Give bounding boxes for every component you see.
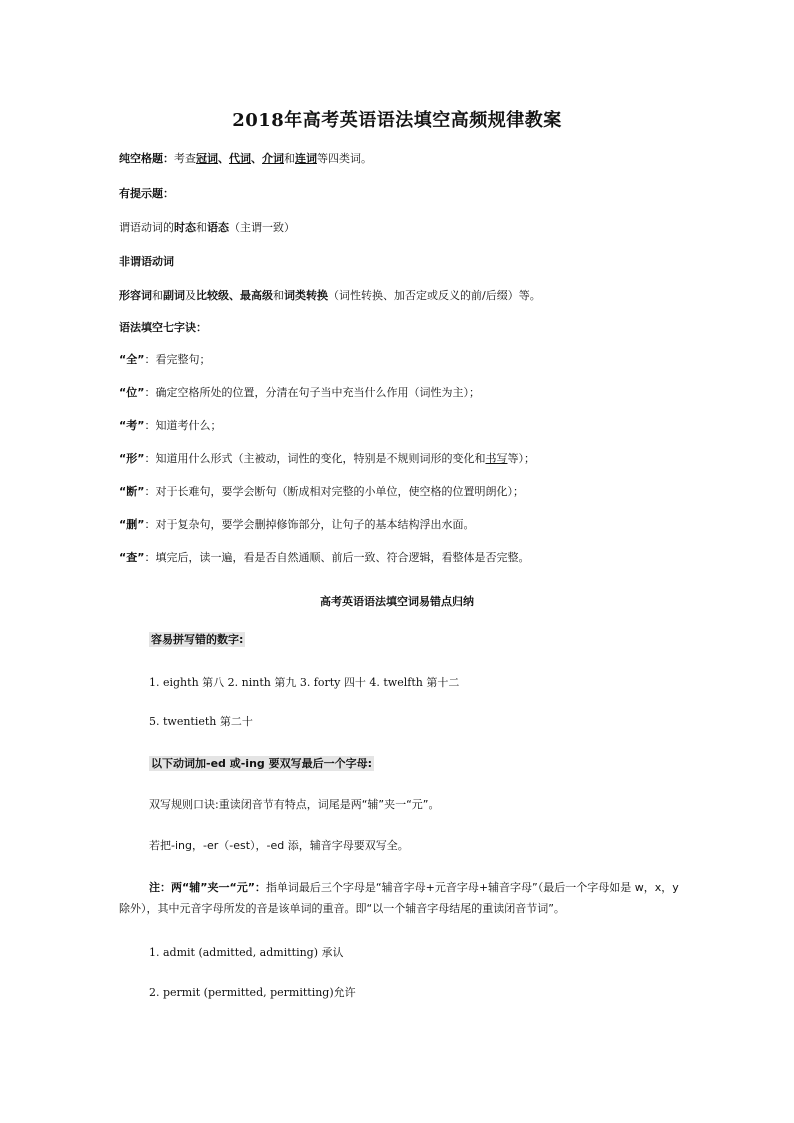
text: 和 [284,152,295,165]
tip-shan [119,517,474,533]
text: 和 [152,289,163,302]
term-article: 冠词 [196,152,218,165]
sep: 、 [251,152,262,165]
seven-tips-heading: 语法填空七字诀： [119,321,207,334]
tip-key: “考” [119,419,145,432]
blank-questions-line [119,151,372,167]
note-paragraph [119,877,679,919]
sep: 、 [218,152,229,165]
tip-cha [119,550,529,566]
numbers-heading: 容易拼写错的数字: [151,633,244,646]
tip-underlined: 书写 [485,452,508,465]
text: 和 [273,289,284,302]
tip-xing [119,451,535,467]
double-consonant-heading: 以下动词加-ed 或-ing 要双写最后一个字母: [151,757,372,770]
tip-text: ：知道考什么； [144,419,222,432]
term-conjunction: 连词 [295,152,317,165]
tip-key: “查” [119,551,145,564]
numbers-heading-line [149,632,245,648]
nonfinite-verb-line: 非谓语动词 [119,255,174,268]
text: 考查 [174,152,196,165]
rule-line-1: 双写规则口诀:重读闭音节有特点，词尾是两“辅”夹一“元”。 [149,798,440,811]
term-preposition: 介词 [262,152,284,165]
section-subtitle: 高考英语语法填空词易错点归纳 [320,595,474,608]
tip-text: ：看完整句； [144,353,211,366]
tip-text-end: 等）； [507,452,535,465]
document-title: 2018年高考英语语法填空高频规律教案 [232,110,562,131]
text: 和 [196,221,207,234]
example-admit: 1. admit (admitted, admitting) 承认 [149,946,344,959]
tip-key: “形” [119,452,145,465]
double-consonant-heading-line [149,756,374,772]
tip-text: ：确定空格所处的位置，分清在句子当中充当什么作用（词性为主）； [144,386,480,399]
blank-questions-label: 纯空格题： [119,152,174,165]
tip-text: ：对于复杂句，要学会删掉修饰部分，让句子的基本结构浮出水面。 [144,518,475,531]
numbers-line-1: 1. eighth 第八 2. ninth 第九 3. forty 四十 4. twelfth 第十二 [149,676,460,689]
text: （主谓一致） [229,221,295,234]
tip-text: ：填完后，读一遍，看是否自然通顺、前后一致、符合逻辑，看整体是否完整。 [144,551,530,564]
example-permit: 2. permit (permitted, permitting)允许 [149,986,356,999]
tip-quan [119,352,210,368]
text: 等四类词。 [317,152,372,165]
hint-questions-heading: 有提示题： [119,187,174,200]
text: 及 [185,289,196,302]
tip-duan [119,484,524,500]
term-comparison: 比较级、最高级 [196,289,273,302]
tip-text: ：知道用什么形式（主被动，词性的变化，特别是不规则词形的变化和 [144,452,486,465]
text: （词性转换、加否定或反义的前/后缀）等。 [328,289,541,302]
term-adjective: 形容词 [119,289,152,302]
tip-key: “全” [119,353,145,366]
tip-kao [119,418,221,434]
predicate-verb-line [119,220,295,236]
tip-key: “删” [119,518,145,531]
term-voice: 语态 [207,221,229,234]
rule-line-2: 若把-ing，-er（-est），-ed 添，辅音字母要双写全。 [149,839,409,852]
note-text: 指单词最后三个字母是“辅音字母+元音字母+辅音字母”（最后一个字母如是 w，x，y 除外），其中元音字母所发的音是该单词的重音。即“以一个辅音字母结尾的重读闭音节词”。 [119,881,679,915]
term-tense: 时态 [174,221,196,234]
tip-key: “断” [119,485,145,498]
term-pronoun: 代词 [229,152,251,165]
tip-wei [119,385,480,401]
term-adverb: 副词 [163,289,185,302]
note-label: 注：两“辅”夹一“元”： [149,881,266,894]
tip-key: “位” [119,386,145,399]
numbers-line-2: 5. twentieth 第二十 [149,715,253,728]
text: 谓语动词的 [119,221,174,234]
adjective-adverb-line [119,288,541,304]
tip-text: ：对于长难句，要学会断句（断成相对完整的小单位，使空格的位置明朗化）； [144,485,524,498]
term-conversion: 词类转换 [284,289,328,302]
